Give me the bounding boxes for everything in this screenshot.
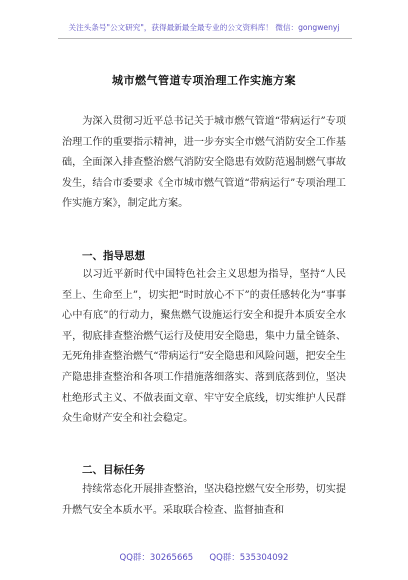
header-note: 关注头条号"公文研究"，获得最新最全最专业的公文资料库！ 微信：gongwenyj (68, 23, 340, 32)
section-heading-goals-tasks: 二、目标任务 (82, 464, 145, 476)
intro-paragraph-block (62, 112, 346, 215)
section-2-paragraph: 持续常态化开展排查整治，坚决稳控燃气安全形势，切实提升燃气安全本质水平。采取联合检查、监督抽查和 (62, 484, 346, 516)
intro-paragraph: 为深入贯彻习近平总书记关于城市燃气管道“带病运行”专项治理工作的重要指示精神，进一步夯实全市燃气消防安全工作基础，全面深入排查整治燃气消防安全隐患有效防范遏制燃气事故发生，结合市委要求《全市城市燃气管道“带病运行”专项治理工作实施方案》，制定此方案。 (62, 116, 346, 210)
section-1-paragraph: 以习近平新时代中国特色社会主义思想为指导，坚持“人民至上、生命至上”，切实把“时时放心不下”的责任感转化为“事事心中有底”的行动力，聚焦燃气设施运行安全和提升本质安全水平，彻底排查整治燃气运行及使用安全隐患，集中力量全链条、无死角排查整治燃气“带病运行”安全隐患和风险问题，把安全生产隐患排查整治和各项工作措施落细落实、落到底落到位，坚决杜绝形式主义、不做表面文章、牢守安全底线，切实维护人民群众生命财产安全和社会稳定。 (62, 269, 346, 425)
header-divider (58, 38, 352, 39)
footer-qq-groups: QQ群：30265665 QQ群：535304092 (119, 553, 289, 563)
section-heading-guiding-ideology: 一、指导思想 (82, 250, 145, 262)
section-2-block (62, 480, 346, 521)
section-1-block (62, 265, 346, 430)
document-title: 城市燃气管道专项治理工作实施方案 (112, 74, 296, 87)
